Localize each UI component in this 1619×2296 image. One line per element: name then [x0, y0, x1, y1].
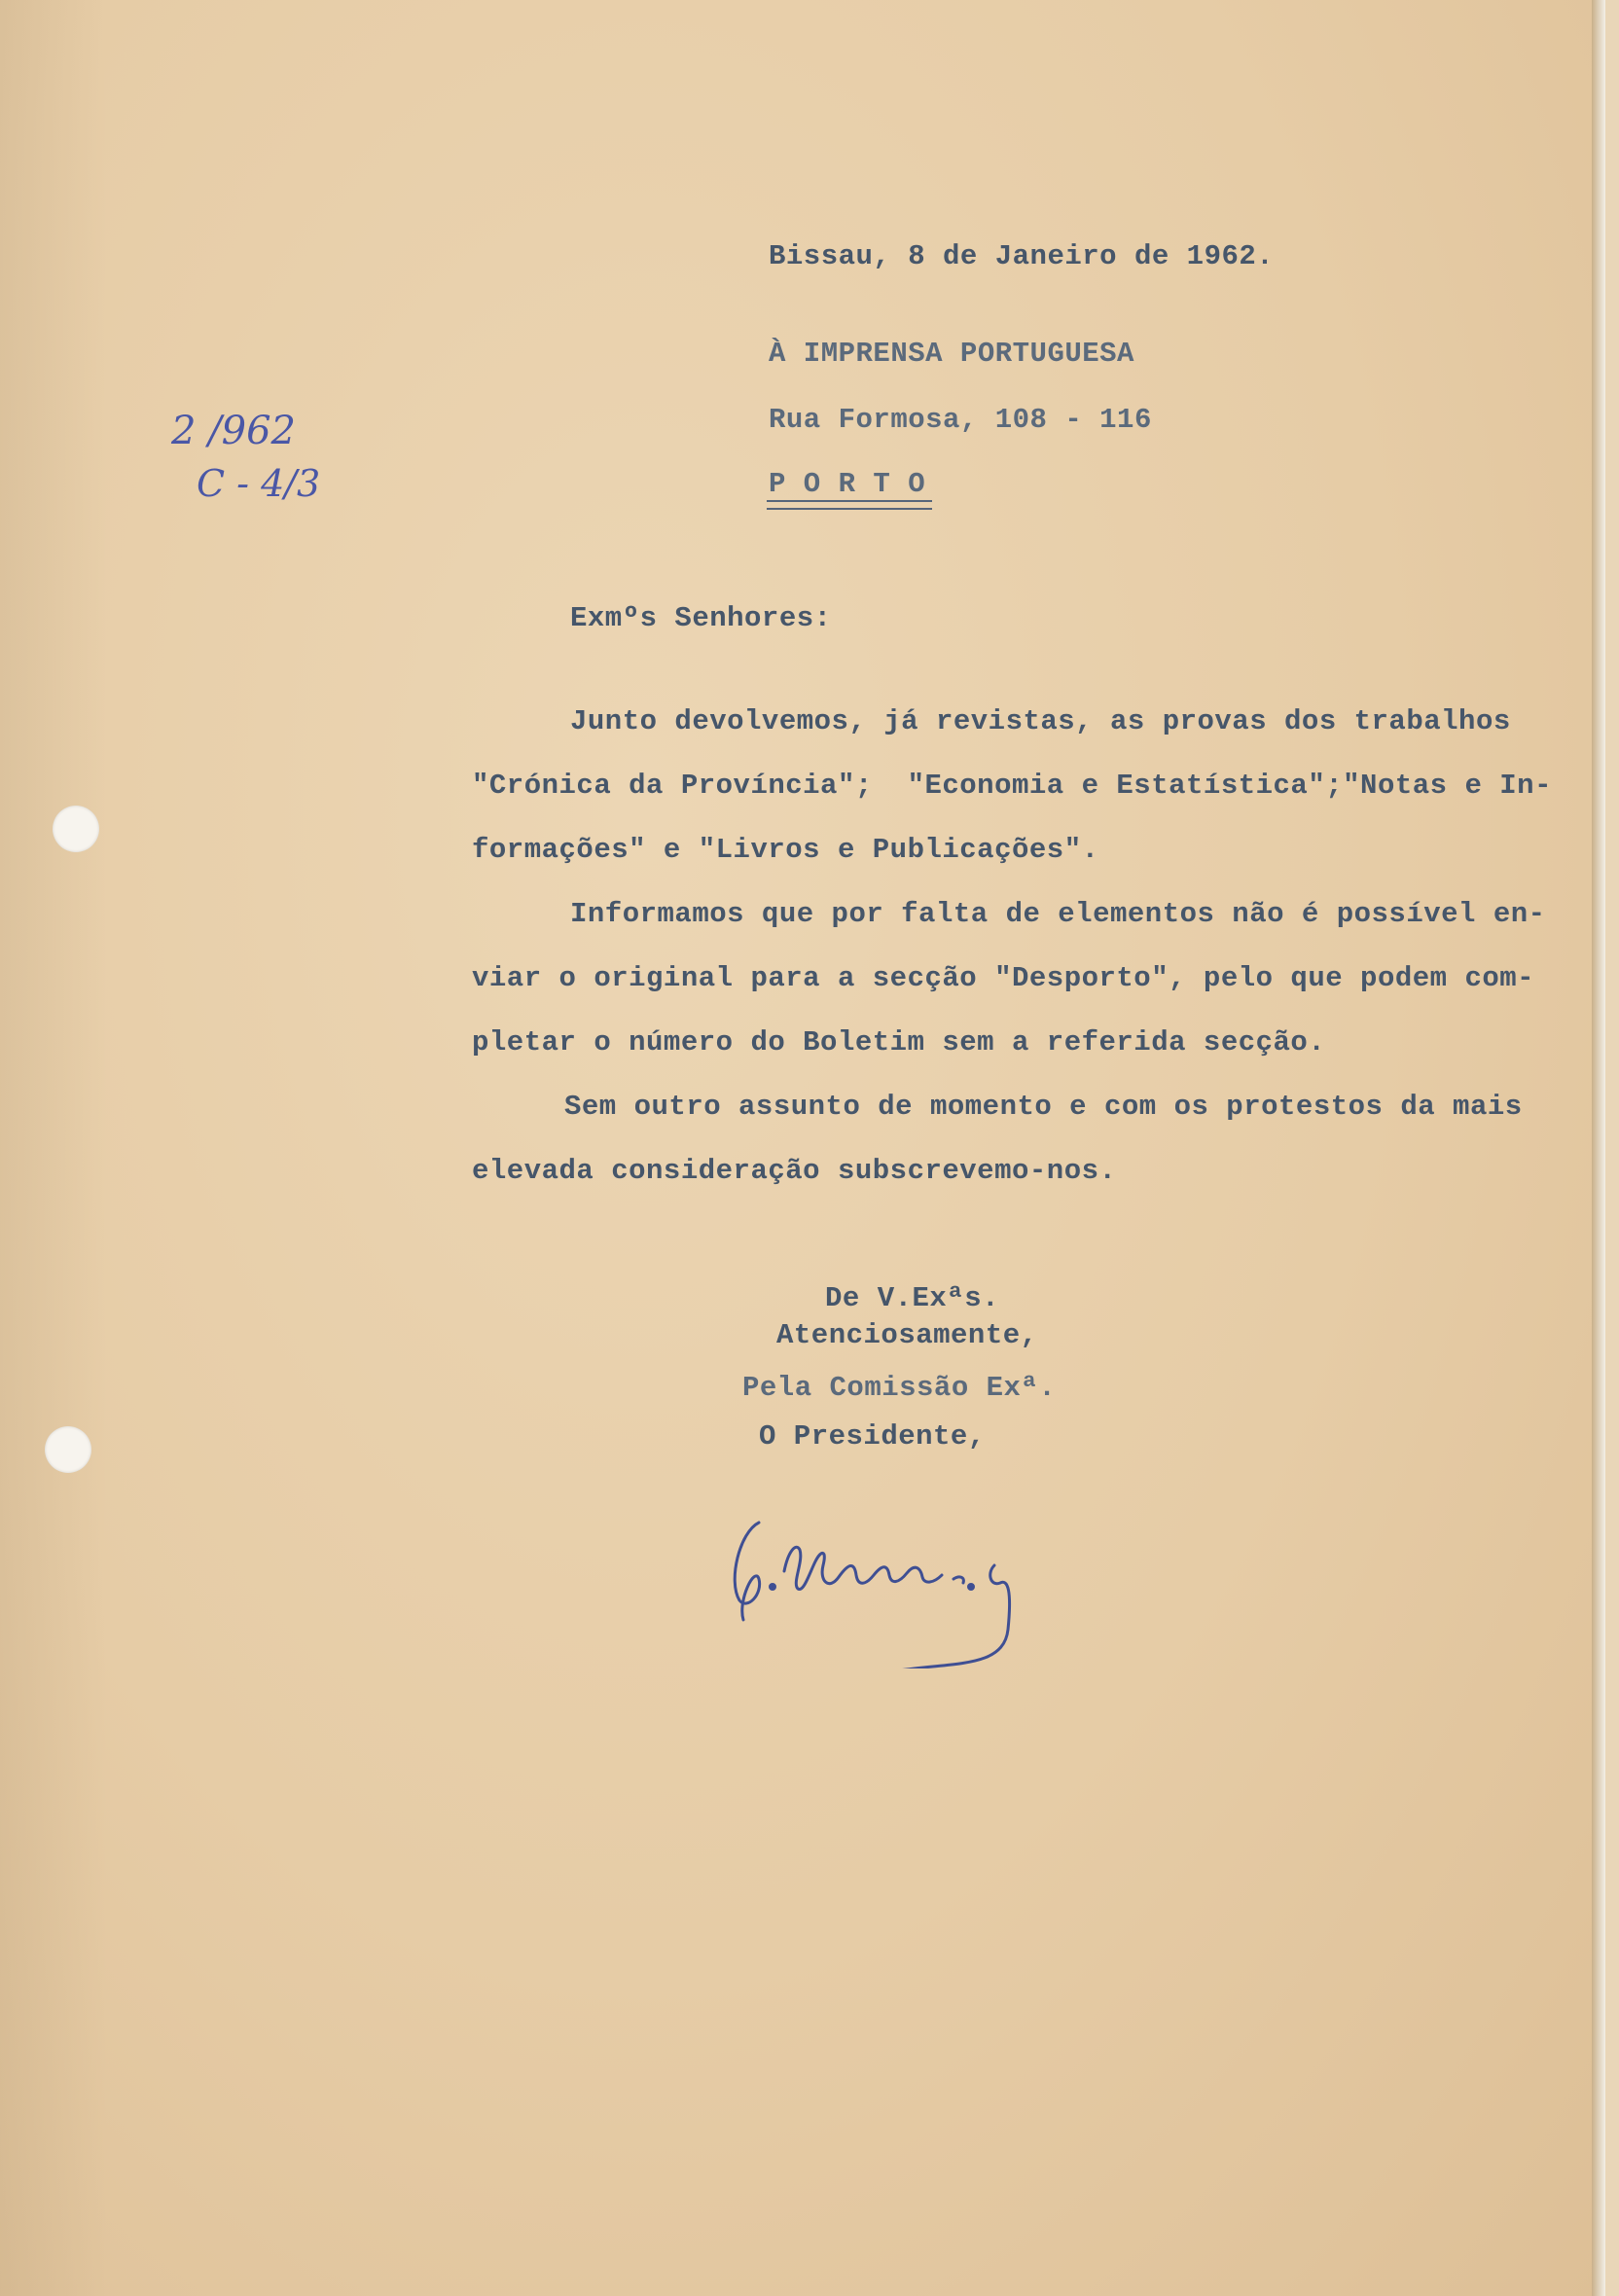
- city-double-underline: [767, 500, 932, 510]
- salutation: Exmºs Senhores:: [570, 602, 832, 634]
- punch-hole-icon: [53, 806, 99, 852]
- signature-icon: [720, 1493, 1148, 1668]
- closing-line-3: Pela Comissão Exª.: [742, 1372, 1057, 1404]
- recipient-city: P O R T O: [769, 468, 926, 500]
- body-line: formações" e "Livros e Publicações".: [472, 834, 1099, 866]
- body-line: pletar o número do Boletim sem a referida secção.: [472, 1026, 1326, 1058]
- date-line: Bissau, 8 de Janeiro de 1962.: [769, 240, 1275, 272]
- body-line: "Crónica da Província"; "Economia e Estatística";"Notas e In-: [472, 770, 1552, 802]
- page-edge: [1592, 0, 1605, 2296]
- body-line: viar o original para a secção "Desporto", pelo que podem com-: [472, 962, 1535, 994]
- closing-line-2: Atenciosamente,: [776, 1319, 1038, 1351]
- marginal-ref-number: 2 /962: [171, 409, 296, 453]
- body-line: Sem outro assunto de momento e com os protestos da mais: [564, 1091, 1523, 1123]
- body-line: Junto devolvemos, já revistas, as provas dos trabalhos: [570, 705, 1511, 737]
- recipient-name: À IMPRENSA PORTUGUESA: [769, 338, 1134, 370]
- closing-line-1: De V.Exªs.: [825, 1282, 1000, 1314]
- marginal-ref-code: C - 4/3: [197, 462, 321, 505]
- page-shadow-strip: [0, 0, 107, 2296]
- body-line: Informamos que por falta de elementos não é possível en-: [570, 898, 1546, 930]
- closing-line-4: O Presidente,: [759, 1420, 986, 1453]
- body-line: elevada consideração subscrevemo-nos.: [472, 1155, 1117, 1187]
- recipient-street: Rua Formosa, 108 - 116: [769, 404, 1152, 436]
- punch-hole-icon: [45, 1426, 91, 1473]
